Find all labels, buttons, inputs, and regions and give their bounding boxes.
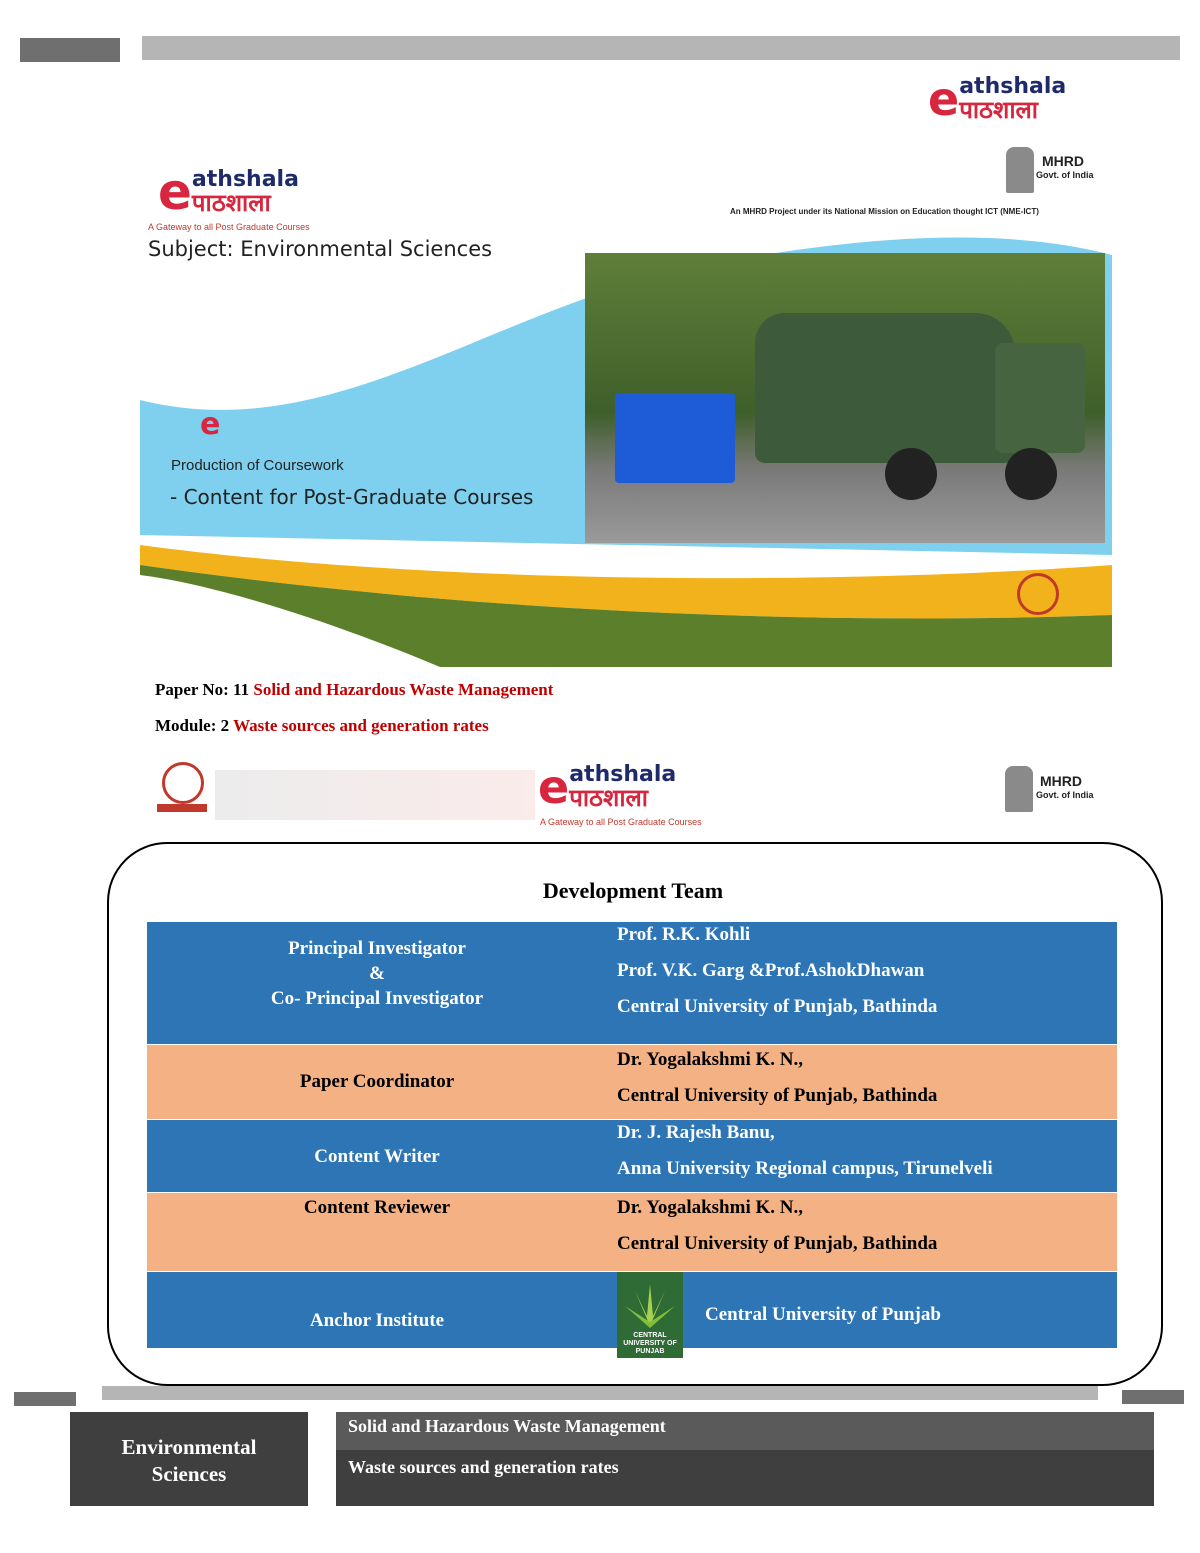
ugc-logo-icon [152, 760, 212, 820]
team-role: Paper Coordinator [299, 1071, 455, 1092]
team-role: Principal Investigator & Co- Principal Investigator [270, 938, 484, 1009]
center-logo-tagline: A Gateway to all Post Graduate Courses [540, 817, 702, 827]
blue-bin-shape [615, 393, 735, 483]
team-names: Prof. R.K. Kohli Prof. V.K. Garg &Prof.AshokDhawan Central University of Punjab, Bathinda [617, 924, 938, 1017]
header-epathshala-logo [928, 72, 1066, 126]
module-label: Module: 2 [155, 716, 230, 735]
cover-logo-tagline: A Gateway to all Post Graduate Courses [148, 222, 310, 232]
team-title: Development Team [542, 878, 724, 903]
cup-logo-icon [617, 1272, 683, 1358]
project-line: An MHRD Project under its National Mission on Education thought ICT (NME-ICT) [730, 207, 1039, 216]
mhrd-title: MHRD [1040, 773, 1082, 789]
paper-title: Solid and Hazardous Waste Management [253, 680, 554, 699]
logo-text-hi: पाठशाला [191, 189, 271, 217]
footer-paper-box [336, 1412, 1154, 1506]
team-row [147, 922, 1117, 1044]
team-row [147, 1045, 1117, 1119]
cover-production: Production of Coursework [171, 457, 344, 474]
module-line [155, 716, 489, 736]
footer-paper-title: Solid and Hazardous Waste Management [348, 1416, 666, 1436]
watermark-band [215, 770, 535, 820]
e-logo-icon: e [928, 72, 960, 126]
logo-text-en: athshala [569, 762, 677, 787]
logo-text-hi: पाठशाला [959, 96, 1039, 124]
e-logo-icon: e [538, 760, 570, 814]
truck-wheel-shape [885, 448, 937, 500]
mhrd-emblem-icon [1006, 147, 1034, 193]
footer-bar-right [1122, 1390, 1184, 1404]
cover-subject: Subject: Environmental Sciences [148, 237, 493, 261]
mhrd-emblem-icon [1005, 766, 1033, 812]
footer-subject-line: Environmental [121, 1435, 257, 1459]
team-row [147, 1272, 1117, 1355]
team-names: Dr. J. Rajesh Banu, Anna University Regional campus, Tirunelveli [617, 1122, 993, 1179]
garbage-truck-photo [585, 253, 1105, 543]
footer-subject-line: Sciences [151, 1462, 227, 1486]
cup-logo-text: CENTRAL UNIVERSITY OF PUNJAB [623, 1332, 677, 1355]
cover-epathshala-logo [158, 163, 299, 221]
cover-banner [140, 145, 1112, 667]
logo-text-en: athshala [191, 167, 299, 192]
team-role: Content Writer [314, 1146, 440, 1167]
cover-small-e-icon: e [200, 407, 221, 442]
header-bar-right [142, 36, 1180, 60]
module-title: Waste sources and generation rates [233, 716, 489, 735]
truck-body-shape [755, 313, 1015, 463]
team-names: Central University of Punjab [705, 1304, 941, 1325]
logo-text-en: athshala [959, 74, 1067, 99]
footer-subject-box [70, 1412, 308, 1506]
footer-bar-left [14, 1392, 76, 1406]
team-role: Content Reviewer [303, 1197, 451, 1218]
truck-cab-shape [995, 343, 1085, 453]
footer-bar-middle [102, 1386, 1098, 1400]
logo-text-hi: पाठशाला [569, 784, 649, 812]
e-logo-icon: e [158, 163, 192, 221]
team-names: Dr. Yogalakshmi K. N., Central University of Punjab, Bathinda [617, 1049, 938, 1106]
cover-content-line: - Content for Post-Graduate Courses [170, 485, 534, 509]
team-row [147, 1193, 1117, 1271]
team-row [147, 1120, 1117, 1192]
mhrd-sub: Govt. of India [1036, 170, 1094, 180]
ugc-emblem-icon [1017, 573, 1059, 615]
footer-module-title: Waste sources and generation rates [348, 1457, 619, 1477]
paper-label: Paper No: 11 [155, 680, 250, 699]
paper-line [155, 680, 553, 700]
team-names: Dr. Yogalakshmi K. N., Central University of Punjab, Bathinda [617, 1197, 938, 1254]
mhrd-title: MHRD [1042, 153, 1084, 169]
center-epathshala-logo [538, 760, 676, 814]
header-bar-left [20, 38, 120, 62]
mhrd-sub: Govt. of India [1036, 790, 1094, 800]
team-role: Anchor Institute [309, 1310, 445, 1331]
truck-wheel-shape [1005, 448, 1057, 500]
